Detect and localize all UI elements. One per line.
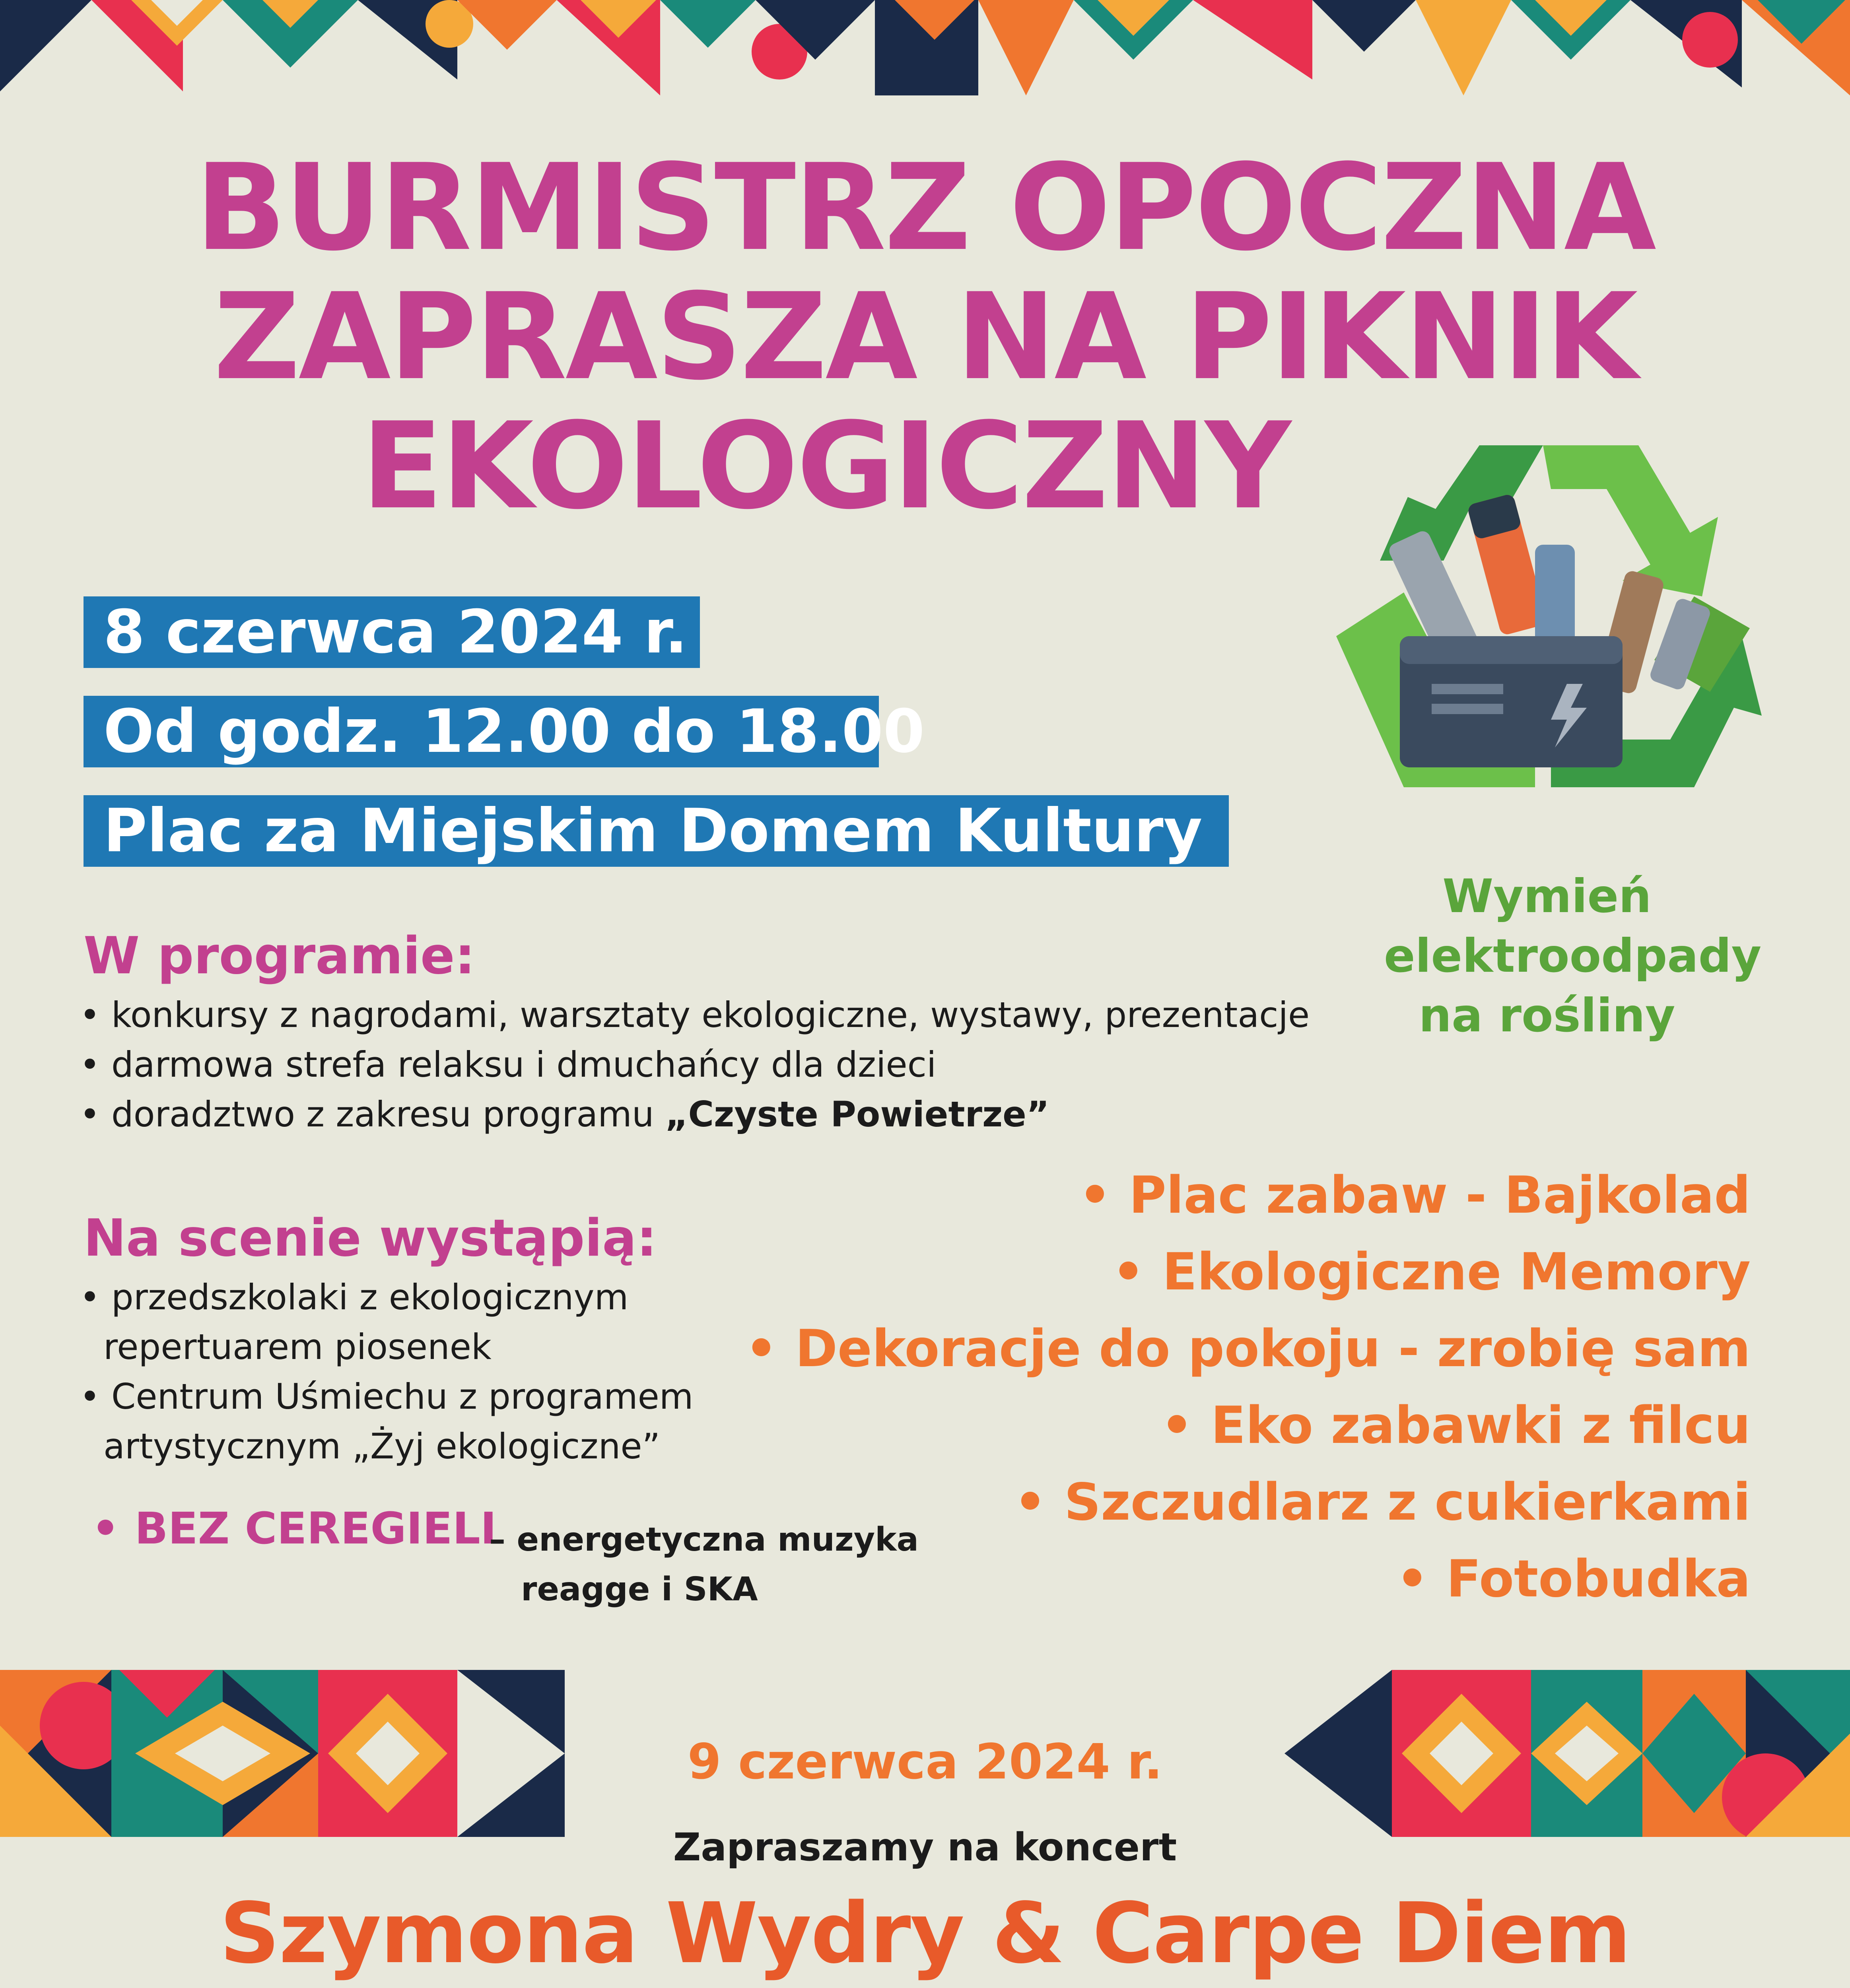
attraction-item: • Ekologiczne Memory bbox=[1112, 1242, 1751, 1302]
attraction-item: • Dekoracje do pokoju - zrobię sam bbox=[745, 1319, 1751, 1378]
recycle-battery-icon bbox=[1312, 429, 1774, 851]
band-desc-line-2: reagge i SKA bbox=[521, 1571, 758, 1608]
stage-line: • Centrum Uśmiechu z programem bbox=[80, 1376, 694, 1417]
recycle-caption-line-2: elektroodpady bbox=[1384, 929, 1762, 983]
title-line-3: EKOLOGICZNY bbox=[361, 397, 1290, 536]
attraction-item: • Plac zabaw - Bajkolad bbox=[1079, 1166, 1751, 1225]
stage-line: repertuarem piosenek bbox=[103, 1326, 492, 1367]
attraction-item: • Eko zabawki z filcu bbox=[1160, 1396, 1751, 1455]
recycle-caption-line-3: na rośliny bbox=[1419, 989, 1675, 1043]
program-list bbox=[80, 990, 1312, 1139]
program-heading: W programie: bbox=[84, 926, 475, 986]
title-line-2: ZAPRASZA NA PIKNIK bbox=[214, 268, 1636, 406]
concert-date: 9 czerwca 2024 r. bbox=[687, 1734, 1163, 1790]
date-bar: 8 czerwca 2024 r. bbox=[84, 596, 700, 668]
title-line-1: BURMISTRZ OPOCZNA bbox=[195, 138, 1655, 277]
stage-line: • przedszkolaki z ekologicznym bbox=[80, 1277, 629, 1318]
place-bar: Plac za Miejskim Domem Kultury bbox=[84, 795, 1229, 867]
program-item: • darmowa strefa relaksu i dmuchańcy dla dzieci bbox=[80, 1044, 937, 1085]
concert-invite: Zapraszamy na koncert bbox=[673, 1825, 1177, 1870]
stage-list bbox=[80, 1272, 795, 1471]
program-item bbox=[80, 1089, 1312, 1139]
top-pattern-band bbox=[0, 0, 1850, 95]
band-desc-line-1: – energetyczna muzyka bbox=[489, 1521, 919, 1559]
recycle-caption bbox=[1384, 867, 1762, 1046]
recycle-caption-line-1: Wymień bbox=[1442, 870, 1652, 923]
stage-line: artystycznym „Żyj ekologiczne” bbox=[103, 1426, 661, 1467]
program-item: • konkursy z nagrodami, warsztaty ekologiczne, wystawy, prezentacje bbox=[80, 994, 1310, 1035]
attractions-list bbox=[745, 1157, 1751, 1617]
hours-bar: Od godz. 12.00 do 18.00 bbox=[84, 696, 879, 767]
concert-artist: Szymona Wydry & Carpe Diem bbox=[220, 1885, 1630, 1982]
program-item-bold: „Czyste Powietrze” bbox=[665, 1094, 1049, 1135]
attraction-item: • Szczudlarz z cukierkami bbox=[1014, 1473, 1751, 1532]
stage-heading: Na scenie wystąpią: bbox=[84, 1209, 657, 1268]
program-item-prefix: • doradztwo z zakresu programu bbox=[80, 1094, 665, 1135]
band-name: • BEZ CEREGIELI bbox=[91, 1503, 497, 1554]
attraction-item: • Fotobudka bbox=[1396, 1549, 1751, 1609]
